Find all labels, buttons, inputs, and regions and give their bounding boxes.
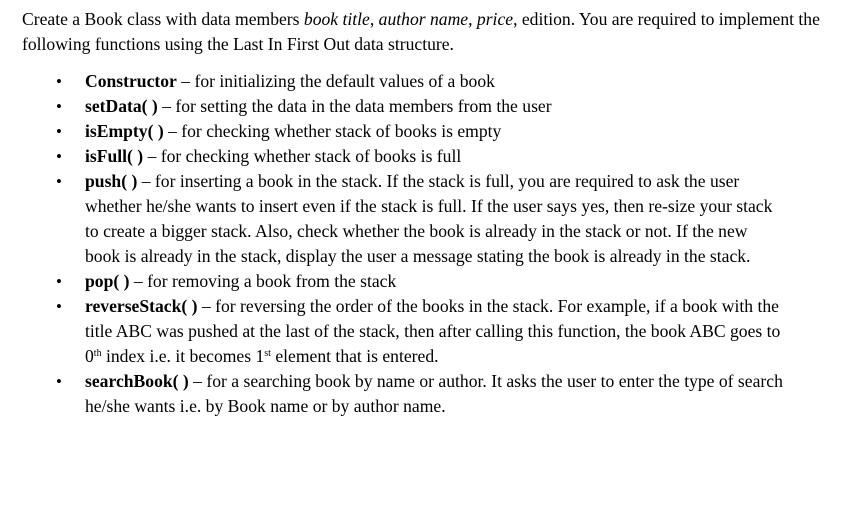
function-name: push( ) — [85, 171, 138, 191]
function-list — [22, 69, 852, 419]
bullet-icon: • — [56, 172, 62, 191]
bullet-icon: • — [56, 372, 62, 391]
bullet-icon: • — [56, 122, 62, 141]
intro-separator: , — [468, 9, 477, 29]
intro-text-end: , edition. You are required to implement the following functions using the Last In First Out data structure. — [22, 9, 820, 54]
function-description: – for reversing the order of the books in the stack. For example, if a book with the title ABC was pushed at the last of the stack, then after calling this function, the book ABC goes to 0 — [85, 296, 781, 366]
function-name: isFull( ) — [85, 146, 144, 166]
intro-text-start: Create a Book class with data members — [22, 9, 304, 29]
ordinal-superscript: th — [93, 348, 102, 359]
intro-paragraph — [22, 7, 852, 57]
attribute-author-name: author name — [378, 9, 469, 29]
bullet-icon: • — [56, 272, 62, 291]
list-item-push — [22, 169, 785, 269]
function-description: – for initializing the default values of a book — [176, 71, 495, 91]
bullet-icon: • — [56, 147, 62, 166]
function-description: – for setting the data in the data members from the user — [157, 96, 552, 116]
list-item-searchbook — [22, 369, 785, 419]
assignment-document — [22, 7, 852, 419]
function-description: – for checking whether stack of books is full — [143, 146, 462, 166]
function-name: setData( ) — [85, 96, 158, 116]
list-item-constructor — [22, 69, 785, 94]
bullet-icon: • — [56, 297, 62, 316]
function-name: searchBook( ) — [85, 371, 189, 391]
function-description: – for a searching book by name or author. It asks the user to enter the type of search he/she wants i.e. by Book name or by author name. — [85, 371, 783, 416]
function-name: isEmpty( ) — [85, 121, 164, 141]
bullet-icon: • — [56, 97, 62, 116]
intro-separator: , — [369, 9, 379, 29]
function-description: – for checking whether stack of books is empty — [163, 121, 502, 141]
function-name: pop( ) — [85, 271, 130, 291]
function-description: – for inserting a book in the stack. If the stack is full, you are required to ask the user whether he/she wants to insert even if the stack is full. If the user says yes, then re-size your stack to create a bigger stack. Also, check whether the book is already in the stack or not. If the new book is already in the stack, display the user a message stating the book is already in the stack. — [85, 171, 773, 266]
list-item-reversestack — [22, 294, 785, 369]
list-item-isfull — [22, 144, 785, 169]
function-description: – for removing a book from the stack — [129, 271, 397, 291]
bullet-icon: • — [56, 72, 62, 91]
function-description: index i.e. it becomes 1 — [101, 346, 265, 366]
attribute-price: price — [476, 9, 514, 29]
function-name: Constructor — [85, 71, 177, 91]
list-item-isempty — [22, 119, 785, 144]
function-name: reverseStack( ) — [85, 296, 198, 316]
list-item-pop — [22, 269, 785, 294]
attribute-book-title: book title — [303, 9, 370, 29]
function-description: element that is entered. — [270, 346, 439, 366]
ordinal-superscript: st — [264, 348, 271, 359]
list-item-setdata — [22, 94, 785, 119]
